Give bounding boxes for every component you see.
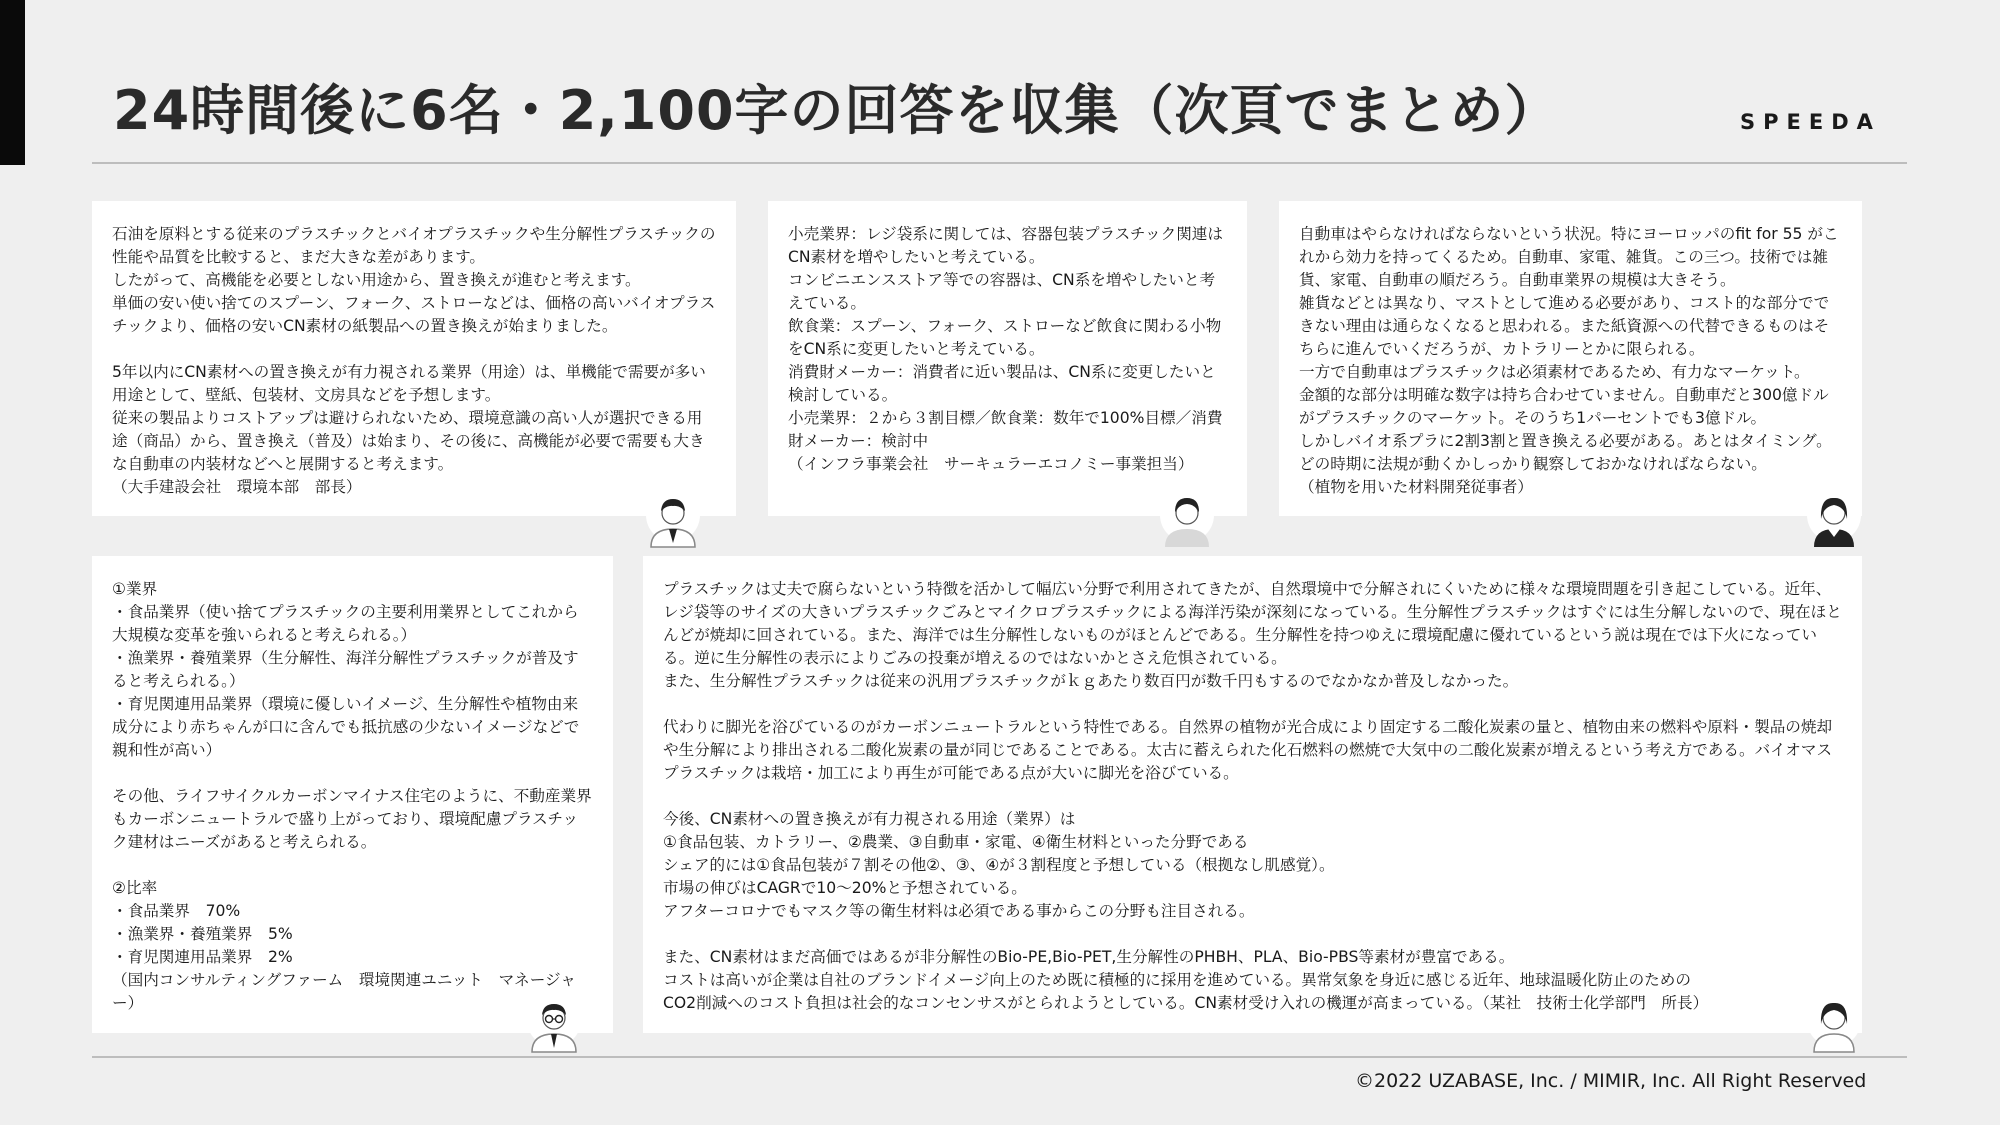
person-icon <box>645 485 701 549</box>
response-text: ①業界 ・食品業界（使い捨てプラスチックの主要利用業界としてこれから大規模な変革を強いられると考えられる。） ・漁業界・養殖業界（生分解性、海洋分解性プラスチックが普及すると考えられる。） ・育児関連用品業界（環境に優しいイメージ、生分解性や植物由来成分により赤ちゃんが口に含んでも抵抗感の少ないイメージなどで親和性が高い） その他、ライフサイクルカーボンマイナス住宅のように、不動産業界もカーボンニュートラルで盛り上がっており、環境配慮プラスチック建材はニーズがあると考えられる。 ②比率 ・食品業界 70% ・漁業界・養殖業界 5% ・育児関連用品業界 2% （国内コンサルティングファーム 環境関連ユニット マネージャー） <box>112 580 592 1012</box>
response-card-3 <box>1279 201 1862 516</box>
response-card-1 <box>92 201 736 516</box>
response-text: 自動車はやらなければならないという状況。特にヨーロッパのfit for 55 がこれから効力を持ってくるため。自動車、家電、雑貨。この三つ。技術では雑貨、家電、自動車の順だろう。自動車業界の規模は大きそう。 雑貨などとは異なり、マストとして進める必要があり、コスト的な部分でできない理由は通らなくなると思われる。また紙資源への代替できるものはそちらに進んでいくだろうが、カトラリーとかに限られる。 一方で自動車はプラスチックは必須素材であるため、有力なマーケット。 金額的な部分は明確な数字は持ち合わせていません。自動車だと300億ドルがプラスチックのマーケット。そのうち1パーセントでも3億ドル。 しかしバイオ系プラに2割3割と置き換える必要がある。あとはタイミング。どの時期に法規が動くかしっかり観察しておかなければならない。 （植物を用いた材料開発従事者） <box>1299 225 1839 496</box>
person-icon <box>526 990 582 1054</box>
response-text: 石油を原料とする従来のプラスチックとバイオプラスチックや生分解性プラスチックの性能や品質を比較すると、まだ大きな差があります。 したがって、高機能を必要としない用途から、置き換えが進むと考えます。 単価の安い使い捨てのスプーン、フォーク、ストローなどは、価格の高いバイオプラスチックより、価格の安いCN素材の紙製品への置き換えが始まりました。 5年以内にCN素材への置き換えが有力視される業界（用途）は、単機能で需要が多い用途として、壁紙、包装材、文房具などを予想します。 従来の製品よりコストアップは避けられないため、環境意識の高い人が選択できる用途（商品）から、置き換え（普及）は始まり、その後に、高機能が必要で需要も大きな自動車の内装材などへと展開すると考えます。 （大手建設会社 環境本部 部長） <box>112 225 716 496</box>
response-text: 小売業界：レジ袋系に関しては、容器包装プラスチック関連はCN素材を増やしたいと考えている。 コンビニエンスストア等での容器は、CN系を増やしたいと考えている。 飲食業：スプーン、フォーク、ストローなど飲食に関わる小物をCN系に変更したいと考えている。 消費財メーカー：消費者に近い製品は、CN系に変更したいと検討している。 小売業界：２から３割目標／飲食業：数年で100%目標／消費財メーカー：検討中 （インフラ事業会社 サーキュラーエコノミー事業担当） <box>788 225 1223 473</box>
page-title: 24時間後に6名・2,100字の回答を収集（次頁でまとめ） <box>113 79 1560 142</box>
response-card-4 <box>92 556 613 1033</box>
person-icon <box>1806 990 1862 1054</box>
response-text: プラスチックは丈夫で腐らないという特徴を活かして幅広い分野で利用されてきたが、自然環境中で分解されにくいために様々な環境問題を引き起こしている。近年、レジ袋等のサイズの大きいプラスチックごみとマイクロプラスチックによる海洋汚染が深刻になっている。生分解性プラスチックはすぐには生分解しないので、現在ほとんどが焼却に回されている。また、海洋では生分解性しないものがほとんどである。生分解性を持つゆえに環境配慮に優れているという説は現在では下火になっている。逆に生分解性の表示によりごみの投棄が増えるのではないかとさえ危惧されている。 また、生分解性プラスチックは従来の汎用プラスチックがｋｇあたり数百円が数千円もするのでなかなか普及しなかった。 代わりに脚光を浴びているのがカーボンニュートラルという特性である。自然界の植物が光合成により固定する二酸化炭素の量と、植物由来の燃料や原料・製品の焼却や生分解により排出される二酸化炭素の量が同じであることである。太古に蓄えられた化石燃料の燃焼で大気中の二酸化炭素が増えるという考え方である。バイオマスプラスチックは栽培・加工により再生が可能である点が大いに脚光を浴びている。 今後、CN素材への置き換えが有力視される用途（業界）は ①食品包装、カトラリー、②農業、③自動車・家電、④衛生材料といった分野である シェア的には①食品包装が７割その他②、③、④が３割程度と予想している（根拠なし肌感覚）。 市場の伸びはCAGRで10〜20%と予想されている。 アフターコロナでもマスク等の衛生材料は必須である事からこの分野も注目される。 また、CN素材はまだ高価ではあるが非分解性のBio-PE,Bio-PET,生分解性のPHBH、PLA、Bio-PBS等素材が豊富である。 コストは高いが企業は自社のブランドイメージ向上のため既に積極的に採用を進めている。異常気象を身近に感じる近年、地球温暖化防止のための CO2削減へのコスト負担は社会的なコンセンサスがとられようとしている。CN素材受け入れの機運が高まっている。（某社 技術士化学部門 所長） <box>663 580 1842 1012</box>
brand-logo: SPEEDA <box>1740 110 1881 134</box>
accent-bar <box>0 0 25 165</box>
person-icon <box>1806 485 1862 549</box>
response-card-5 <box>643 556 1862 1033</box>
response-card-2 <box>768 201 1247 516</box>
divider-top <box>92 162 1907 164</box>
person-icon <box>1159 485 1215 549</box>
copyright-text: ©2022 UZABASE, Inc. / MIMIR, Inc. All Right Reserved <box>1355 1070 1867 1092</box>
divider-bottom <box>92 1056 1907 1058</box>
